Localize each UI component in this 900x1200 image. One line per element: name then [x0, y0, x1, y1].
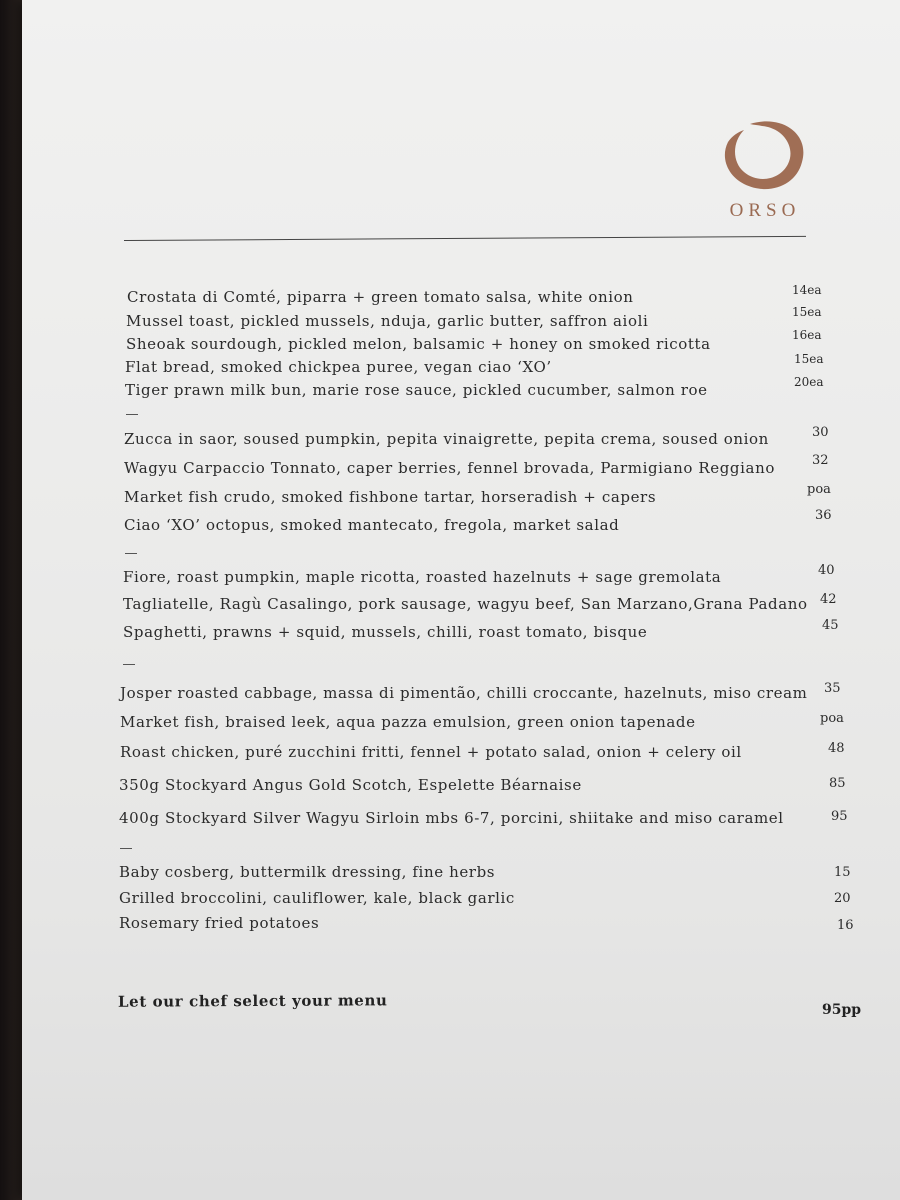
menu-item: Rosemary fried potatoes — [119, 914, 320, 932]
menu-item: Sheoak sourdough, pickled melon, balsamic + honey on smoked ricotta — [126, 335, 711, 353]
menu-item: Baby cosberg, buttermilk dressing, fine herbs — [119, 863, 496, 881]
menu-price: 16 — [837, 918, 854, 933]
menu-item: Roast chicken, puré zucchini fritti, fennel + potato salad, onion + celery oil — [120, 743, 742, 761]
menu-item: 400g Stockyard Silver Wagyu Sirloin mbs 6-7, porcini, shiitake and miso caramel — [119, 809, 784, 827]
menu-item: Crostata di Comté, piparra + green tomato salsa, white onion — [127, 288, 634, 306]
menu-item: Zucca in saor, soused pumpkin, pepita vinaigrette, pepita crema, soused onion — [124, 430, 769, 448]
menu-price: 85 — [829, 776, 846, 791]
menu-item: Market fish crudo, smoked fishbone tartar, horseradish + capers — [124, 488, 657, 506]
menu-price: 15ea — [794, 352, 824, 366]
chef-select-price: 95pp — [822, 1002, 862, 1018]
menu-price: 35 — [824, 681, 841, 696]
menu-price: 32 — [812, 453, 829, 468]
section-separator — [126, 414, 138, 415]
menu-item: Spaghetti, prawns + squid, mussels, chilli, roast tomato, bisque — [123, 623, 648, 641]
menu-item: Market fish, braised leek, aqua pazza emulsion, green onion tapenade — [120, 713, 696, 731]
section-separator — [120, 848, 132, 849]
menu-item: Grilled broccolini, cauliflower, kale, black garlic — [119, 889, 515, 907]
brand-name: ORSO — [729, 200, 801, 221]
menu-price: 42 — [820, 592, 837, 607]
menu-item: Josper roasted cabbage, massa di pimentão, chilli croccante, hazelnuts, miso cream — [120, 684, 808, 702]
menu-item: Tagliatelle, Ragù Casalingo, pork sausage, wagyu beef, San Marzano,Grana Padano — [123, 595, 808, 613]
menu-price: 15ea — [792, 305, 822, 319]
menu-price: 16ea — [792, 328, 822, 342]
menu-item: Ciao ‘XO’ octopus, smoked mantecato, fregola, market salad — [124, 516, 620, 534]
menu-item: Tiger prawn milk bun, marie rose sauce, pickled cucumber, salmon roe — [125, 381, 708, 399]
menu-price: 20ea — [794, 375, 824, 389]
menu-price: 95 — [831, 809, 848, 824]
menu-price: 20 — [834, 891, 851, 906]
menu-price: poa — [807, 482, 831, 497]
menu-item: 350g Stockyard Angus Gold Scotch, Espelette Béarnaise — [119, 776, 582, 794]
menu-price: poa — [820, 711, 844, 726]
section-separator — [123, 664, 135, 665]
section-separator — [125, 553, 137, 554]
menu-price: 14ea — [792, 283, 822, 297]
menu-price: 30 — [812, 425, 829, 440]
menu-list — [22, 0, 900, 1200]
menu-sheet — [22, 0, 900, 1200]
menu-item: Fiore, roast pumpkin, maple ricotta, roasted hazelnuts + sage gremolata — [123, 568, 722, 586]
menu-item: Wagyu Carpaccio Tonnato, caper berries, fennel brovada, Parmigiano Reggiano — [124, 459, 775, 477]
menu-price: 45 — [822, 618, 839, 633]
menu-price: 36 — [815, 508, 832, 523]
menu-item: Mussel toast, pickled mussels, nduja, garlic butter, saffron aioli — [126, 312, 649, 330]
menu-price: 40 — [818, 563, 835, 578]
chef-select-label: Let our chef select your menu — [117, 991, 388, 1011]
menu-item: Flat bread, smoked chickpea puree, vegan ciao ‘XO’ — [125, 358, 552, 376]
menu-price: 15 — [834, 865, 851, 880]
menu-price: 48 — [828, 741, 845, 756]
